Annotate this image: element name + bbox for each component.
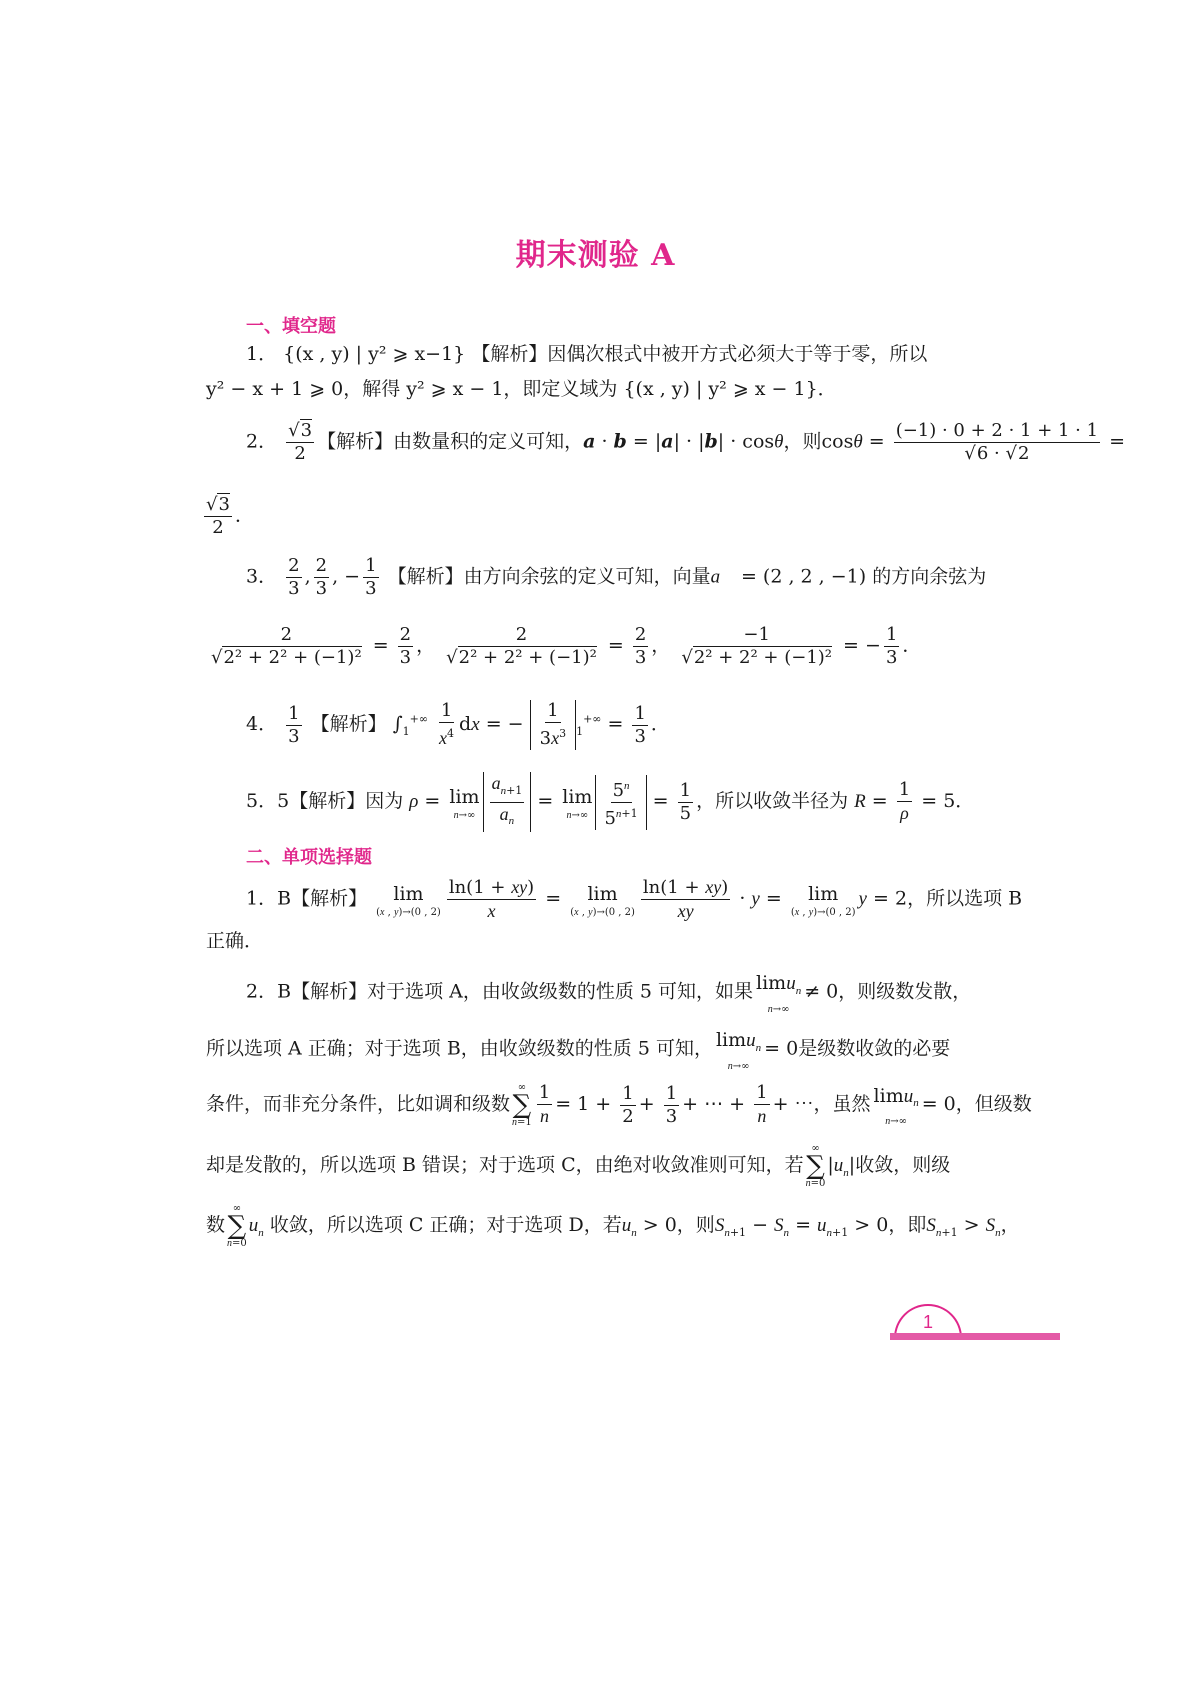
c2-text-1a: 对于选项 A，由收敛级数的性质 5 可知，如果 — [367, 980, 754, 1003]
c2-text-3c: ，但级数 — [955, 1093, 1032, 1115]
q3-line-2: $\frac{2}{\text{√2² + 2² + (−1)²}}$ = $\frac{2}{3}$ ， $\frac{2}{\text{√2² + 2² + (−1)²}}$ = $\frac{2}{3}$ ， $\frac{-1}{\text{√2² + 2² + (−1)²}}$ = − $\frac{1}{3}$ ． — [211, 624, 922, 668]
q2-tag: 【解析】 — [317, 430, 394, 453]
q3-text: 由方向余弦的定义可知，向量 — [463, 565, 711, 588]
q5-text-2: ，所以收敛半径为 — [696, 790, 849, 813]
c2-text-5d: ，即 — [888, 1214, 927, 1236]
q3-tag: 【解析】 — [387, 565, 464, 588]
q2-then: ，则 — [783, 430, 822, 453]
c2-text-3a: 条件，而非充分条件，比如调和级数 — [206, 1093, 511, 1115]
c2-text-1b: ，则级数发散， — [838, 980, 972, 1003]
q2-answer-fraction: $\frac{√3}{2}$ — [288, 420, 313, 464]
q3-line-1: 3． $\frac{2}{3}$ , $\frac{2}{3}$ , − $\frac{1}{3}$ 【解析】由方向余弦的定义可知，向量a⃗ = (2 , 2 , −1) 的方向余弦为 — [246, 555, 987, 599]
c2-line-4: 却是发散的，所以选项 B 错误；对于选项 C，由绝对收敛准则可知，若 ∞ ∑ n=0 $|u_n|$收敛，则级 — [206, 1143, 951, 1189]
q5-tag: 【解析】 — [289, 790, 366, 813]
section-heading-fill-in: 一、填空题 — [246, 316, 336, 337]
q3-number: 3． — [246, 565, 278, 588]
c1-tag: 【解析】 — [291, 887, 368, 910]
c2-line-5: 数 ∞ ∑ n=0 $u_n$ 收敛，所以选项 C 正确；对于选项 D，若$u_n > 0$，则$S_{n+1} - S_n = u_{n+1} > 0$，即$S_{n+1} > S_n$， — [206, 1203, 1020, 1249]
q1-answer: {(x , y) | y² ⩾ x−1} — [283, 343, 466, 365]
q2-text: 由数量积的定义可知， — [393, 430, 584, 453]
c2-text-5b: 收敛，所以选项 C 正确；对于选项 D，若 — [269, 1214, 622, 1236]
q2-formula-fraction: $\frac{(-1) \cdot 0 + 2 \cdot 1 + 1 \cdot 1}{√6 \cdot √2}$ — [895, 420, 1099, 464]
c2-text-5c: ，则 — [676, 1214, 715, 1236]
c2-text-4a: 却是发散的，所以选项 B 错误；对于选项 C，由绝对收敛准则可知，若 — [206, 1154, 804, 1176]
c2-line-2: 所以选项 A 正确；对于选项 B，由收敛级数的性质 5 可知， limu$_n$ n→∞ = 0是级数收敛的必要 — [206, 1029, 951, 1072]
c1-line-1: 1．B【解析】 lim (x , y)→(0 , 2) $\frac{\ln(1 + xy)}{x}$ = lim (x , y)→(0 , 2) $\frac{\ln(1 + xy)}{xy}$ · y = lim (x , y)→(0 , 2) y = 2，所以选项 B — [246, 877, 1023, 921]
q5-line: 5．5【解析】因为 ρ = lim n→∞ $\frac{a_{n+1}}{a_n}$ = lim n→∞ $\frac{5^n}{5^{n+1}}$ = $\frac{1}{5}$ ，所以收敛半径为 R = $\frac{1}{\rho}$ = 5． — [246, 772, 1056, 832]
q1-tag: 【解析】 — [471, 343, 548, 365]
page-number: 1 — [894, 1304, 962, 1340]
c2-text-4b: 收敛，则级 — [855, 1154, 951, 1176]
c2-line-3: 条件，而非充分条件，比如调和级数 ∞ ∑ n=1 $\frac{1}{n}$ = 1 + $\frac{1}{2}$ + $\frac{1}{3}$ + ⋯ + $\frac{1}{n}$ + ⋯，虽然 limu$_n$ n→∞ = 0，但级数 — [206, 1082, 1032, 1128]
q5-text: 因为 — [365, 790, 404, 813]
page-title: 期末测验 A — [515, 238, 676, 273]
q1-line-1 — [246, 341, 1056, 367]
section-heading-single-choice: 二、单项选择题 — [246, 847, 372, 868]
c2-answer: B — [277, 980, 292, 1003]
c2-text-2a: 所以选项 A 正确；对于选项 B，由收敛级数的性质 5 可知， — [206, 1037, 713, 1060]
c1-text: ，所以选项 B — [907, 887, 1023, 910]
q1-number: 1． — [246, 343, 278, 365]
c1-answer: B — [277, 887, 292, 910]
q4-tag: 【解析】 — [310, 713, 387, 735]
c2-tag: 【解析】 — [291, 980, 368, 1003]
c2-text-3b: ，虽然 — [813, 1093, 871, 1115]
c2-line-1: 2．B【解析】对于选项 A，由收敛级数的性质 5 可知，如果 limu$_n$ n→∞ ≠ 0，则级数发散， — [246, 972, 972, 1015]
q4-number: 4． — [246, 713, 278, 735]
q2-number: 2． — [246, 430, 278, 453]
c1-number: 1． — [246, 887, 278, 910]
q2-line-1: 2． $\frac{√3}{2}$ 【解析】由数量积的定义可知，a · b = |a| · |b| · cosθ，则cosθ = $\frac{(-1) \cdot 0 + 2 \cdot 1 + 1 \cdot 1}{√6 \cdot √2}$ = — [246, 420, 1126, 464]
q3-vector: = (2 , 2 , −1) 的方向余弦为 — [740, 565, 987, 588]
q5-number: 5． — [246, 790, 278, 813]
q4-line: 4． $\frac{1}{3}$ 【解析】 $\int_1^{+\infty}$ $\frac{1}{x^4}$ dx = − $\frac{1}{3x^3}$ $_1$+∞ = $\frac{1}{3}$ ． — [246, 700, 670, 749]
page-number-bar — [890, 1333, 1060, 1340]
c2-text-2b: 是级数收敛的必要 — [798, 1037, 951, 1060]
q5-answer: 5 — [277, 790, 290, 813]
c2-number: 2． — [246, 980, 278, 1003]
q2-line-2: $\frac{√3}{2}$ ． — [206, 494, 254, 538]
q1-text: 因偶次根式中被开方式必须大于等于零，所以 — [547, 343, 928, 365]
c2-text-5a: 数 — [206, 1214, 226, 1236]
c1-line-2: 正确． — [206, 930, 264, 952]
q1-line-2: y² − x + 1 ⩾ 0，解得 y² ⩾ x − 1，即定义域为 {(x , y) | y² ⩾ x − 1}． — [206, 378, 837, 400]
